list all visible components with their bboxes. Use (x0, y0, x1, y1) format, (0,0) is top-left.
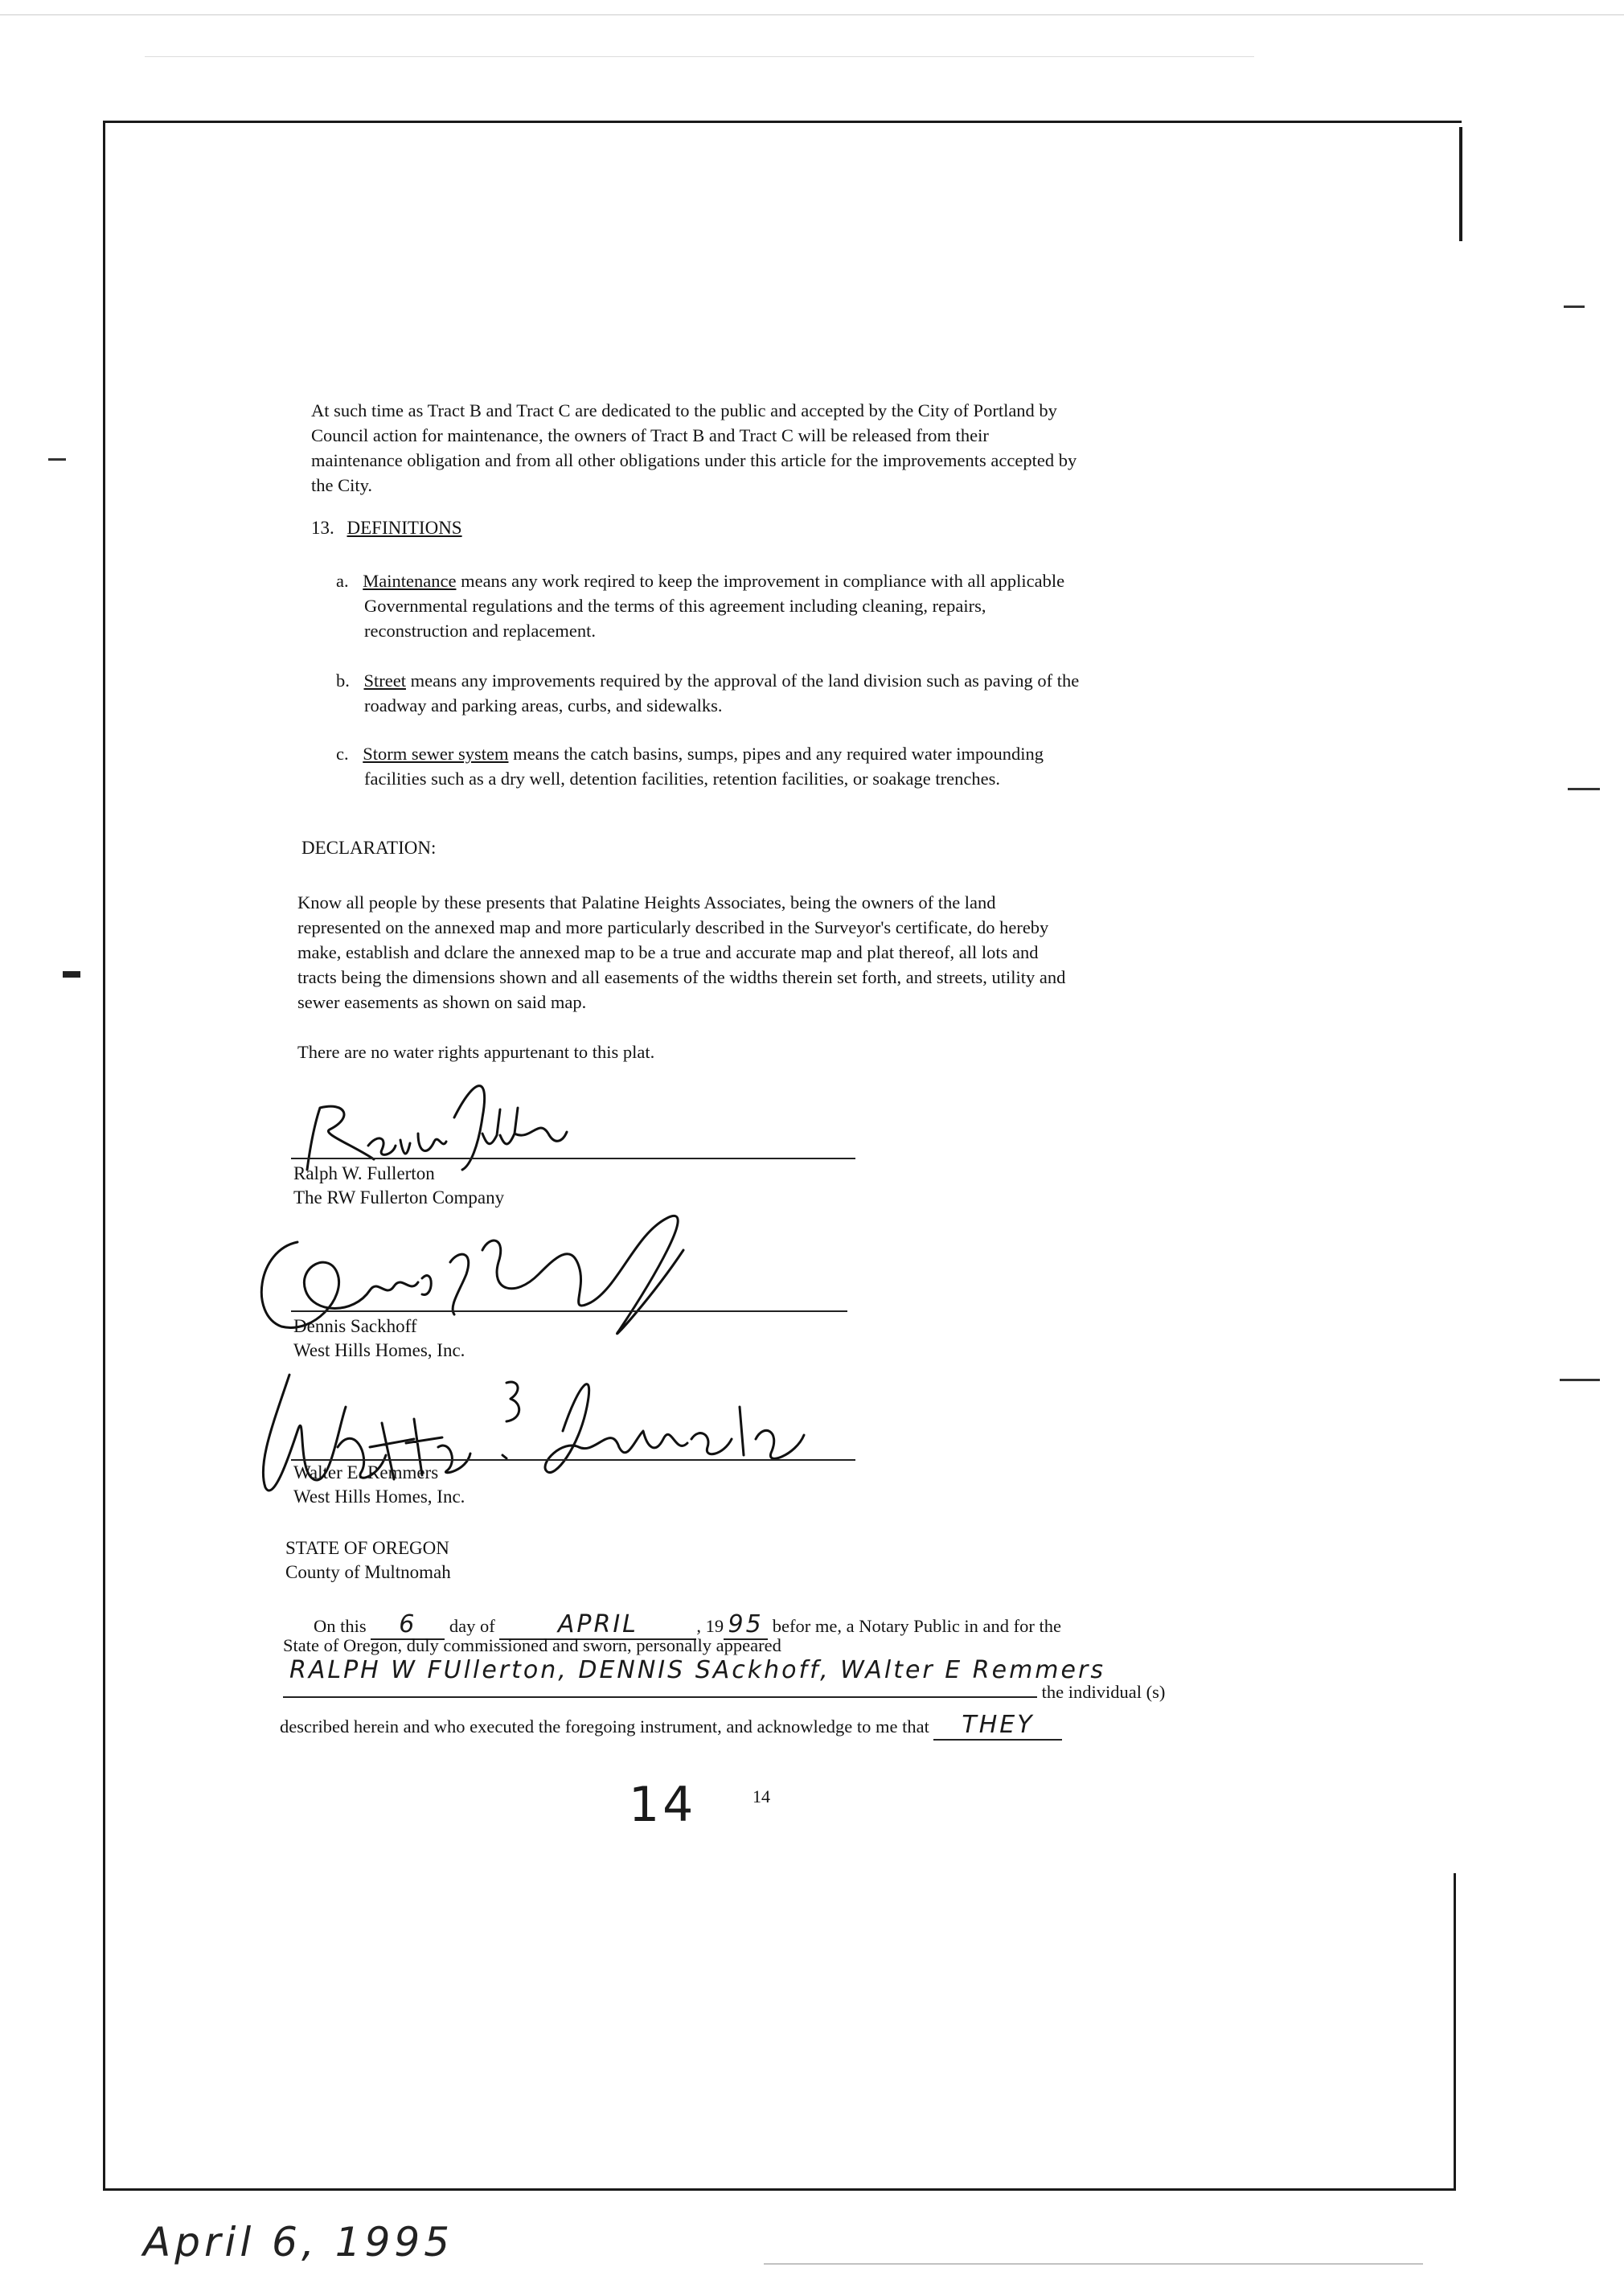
frame-right-border (1459, 127, 1462, 241)
declaration-heading: DECLARATION: (301, 838, 437, 858)
notary-names-field (283, 1696, 1037, 1698)
definition-item-storm-sewer (336, 741, 1044, 791)
definition-term: Storm sewer system (363, 744, 509, 764)
notary-month-field: APRIL (499, 1610, 696, 1640)
notary-pronoun-field: THEY (933, 1711, 1062, 1741)
page-number-handwritten: 14 (629, 1777, 697, 1833)
signatory-company: The RW Fullerton Company (293, 1187, 505, 1208)
notary-day-of: day of (449, 1616, 495, 1636)
scan-artifact-top (0, 14, 1624, 15)
notary-line-2: State of Oregon, duly commissioned and sworn, personally appeared (283, 1635, 781, 1655)
scan-artifact-bottom (764, 2263, 1423, 2265)
intro-line: Council action for maintenance, the owners of Tract B and Tract C will be released from their (311, 425, 989, 445)
scan-artifact-right-3 (1560, 1379, 1600, 1381)
definition-item-street (336, 668, 1079, 718)
definition-text: facilities such as a dry well, detention facilities, retention facilities, or soakage trenches. (364, 769, 1000, 789)
definition-text: means the catch basins, sumps, pipes and any required water impounding (508, 744, 1044, 764)
signatory-name: Walter E. Remmers (293, 1462, 439, 1482)
notary-state: STATE OF OREGON (285, 1538, 449, 1558)
notary-line-3 (283, 1682, 1165, 1703)
definition-text: reconstruction and replacement. (364, 621, 596, 641)
notary-individuals: the individual (s) (1041, 1682, 1166, 1702)
definition-marker: c. (336, 744, 349, 764)
signatory-company: West Hills Homes, Inc. (293, 1340, 465, 1360)
signatory-name: Dennis Sackhoff (293, 1316, 417, 1336)
signature-line (291, 1158, 855, 1159)
definition-text: means any work reqired to keep the improvement in compliance with all applicable (456, 571, 1065, 591)
signatory-name: Ralph W. Fullerton (293, 1163, 435, 1183)
definition-text: Governmental regulations and the terms of this agreement including cleaning, repairs, (364, 596, 986, 616)
definition-item-maintenance (336, 568, 1064, 643)
frame-right-border-lower (1454, 1873, 1456, 2191)
frame-bottom-border (103, 2188, 1454, 2191)
scan-artifact-right (1564, 305, 1585, 308)
frame-left-border (103, 121, 105, 2191)
signatory-company: West Hills Homes, Inc. (293, 1486, 465, 1507)
notary-year-prefix: , 19 (696, 1616, 724, 1636)
frame-top-border (103, 121, 1462, 123)
notary-described: described herein and who executed the foregoing instrument, and acknowledge to me that (280, 1716, 929, 1737)
notary-line-4 (280, 1711, 1062, 1741)
scan-artifact-right-2 (1568, 788, 1600, 790)
definition-marker: b. (336, 670, 350, 691)
notary-appeared-names: RALPH W FUllerton, DENNIS SAckhoff, WAlter E Remmers (289, 1656, 1105, 1684)
definition-marker: a. (336, 571, 349, 591)
notary-before-me: befor me, a Notary Public in and for the (772, 1616, 1062, 1636)
declaration-line: sewer easements as shown on said map. (297, 992, 587, 1012)
intro-paragraph (311, 398, 1077, 498)
definition-term: Street (363, 670, 406, 691)
definition-text: means any improvements required by the approval of the land division such as paving of the (405, 670, 1080, 691)
definitions-title: DEFINITIONS (347, 518, 462, 538)
signature-line (291, 1459, 855, 1461)
declaration-line: tracts being the dimensions shown and all easements of the widths therein set forth, and streets, utility and (297, 967, 1066, 987)
intro-line: maintenance obligation and from all other obligations under this article for the improvements accepted by (311, 450, 1077, 470)
water-rights-statement: There are no water rights appurtenant to this plat. (297, 1042, 655, 1062)
declaration-paragraph (297, 890, 1065, 1015)
footer-date-handwritten: April 6, 1995 (143, 2219, 454, 2266)
signature-line (291, 1310, 847, 1312)
definition-term: Maintenance (363, 571, 457, 591)
definition-text: roadway and parking areas, curbs, and sidewalks. (364, 695, 723, 716)
definitions-heading (311, 518, 462, 539)
intro-line: the City. (311, 475, 373, 495)
declaration-line: represented on the annexed map and more particularly described in the Surveyor's certificate, do hereby (297, 917, 1049, 937)
declaration-line: Know all people by these presents that Palatine Heights Associates, being the owners of the land (297, 892, 996, 912)
notary-county: County of Multnomah (285, 1562, 451, 1582)
scan-artifact-top-2 (145, 56, 1254, 57)
declaration-line: make, establish and dclare the annexed map to be a true and accurate map and plat thereof, all lots and (297, 942, 1039, 962)
page-number-printed: 14 (753, 1786, 770, 1806)
notary-on-this: On this (314, 1616, 367, 1636)
scan-artifact-left-2 (63, 971, 80, 978)
notary-year-field: 95 (724, 1610, 768, 1640)
intro-line: At such time as Tract B and Tract C are dedicated to the public and accepted by the City of Portland by (311, 400, 1057, 420)
definitions-number: 13. (311, 518, 334, 538)
scan-artifact-left (48, 458, 66, 461)
notary-day-field: 6 (371, 1610, 445, 1640)
